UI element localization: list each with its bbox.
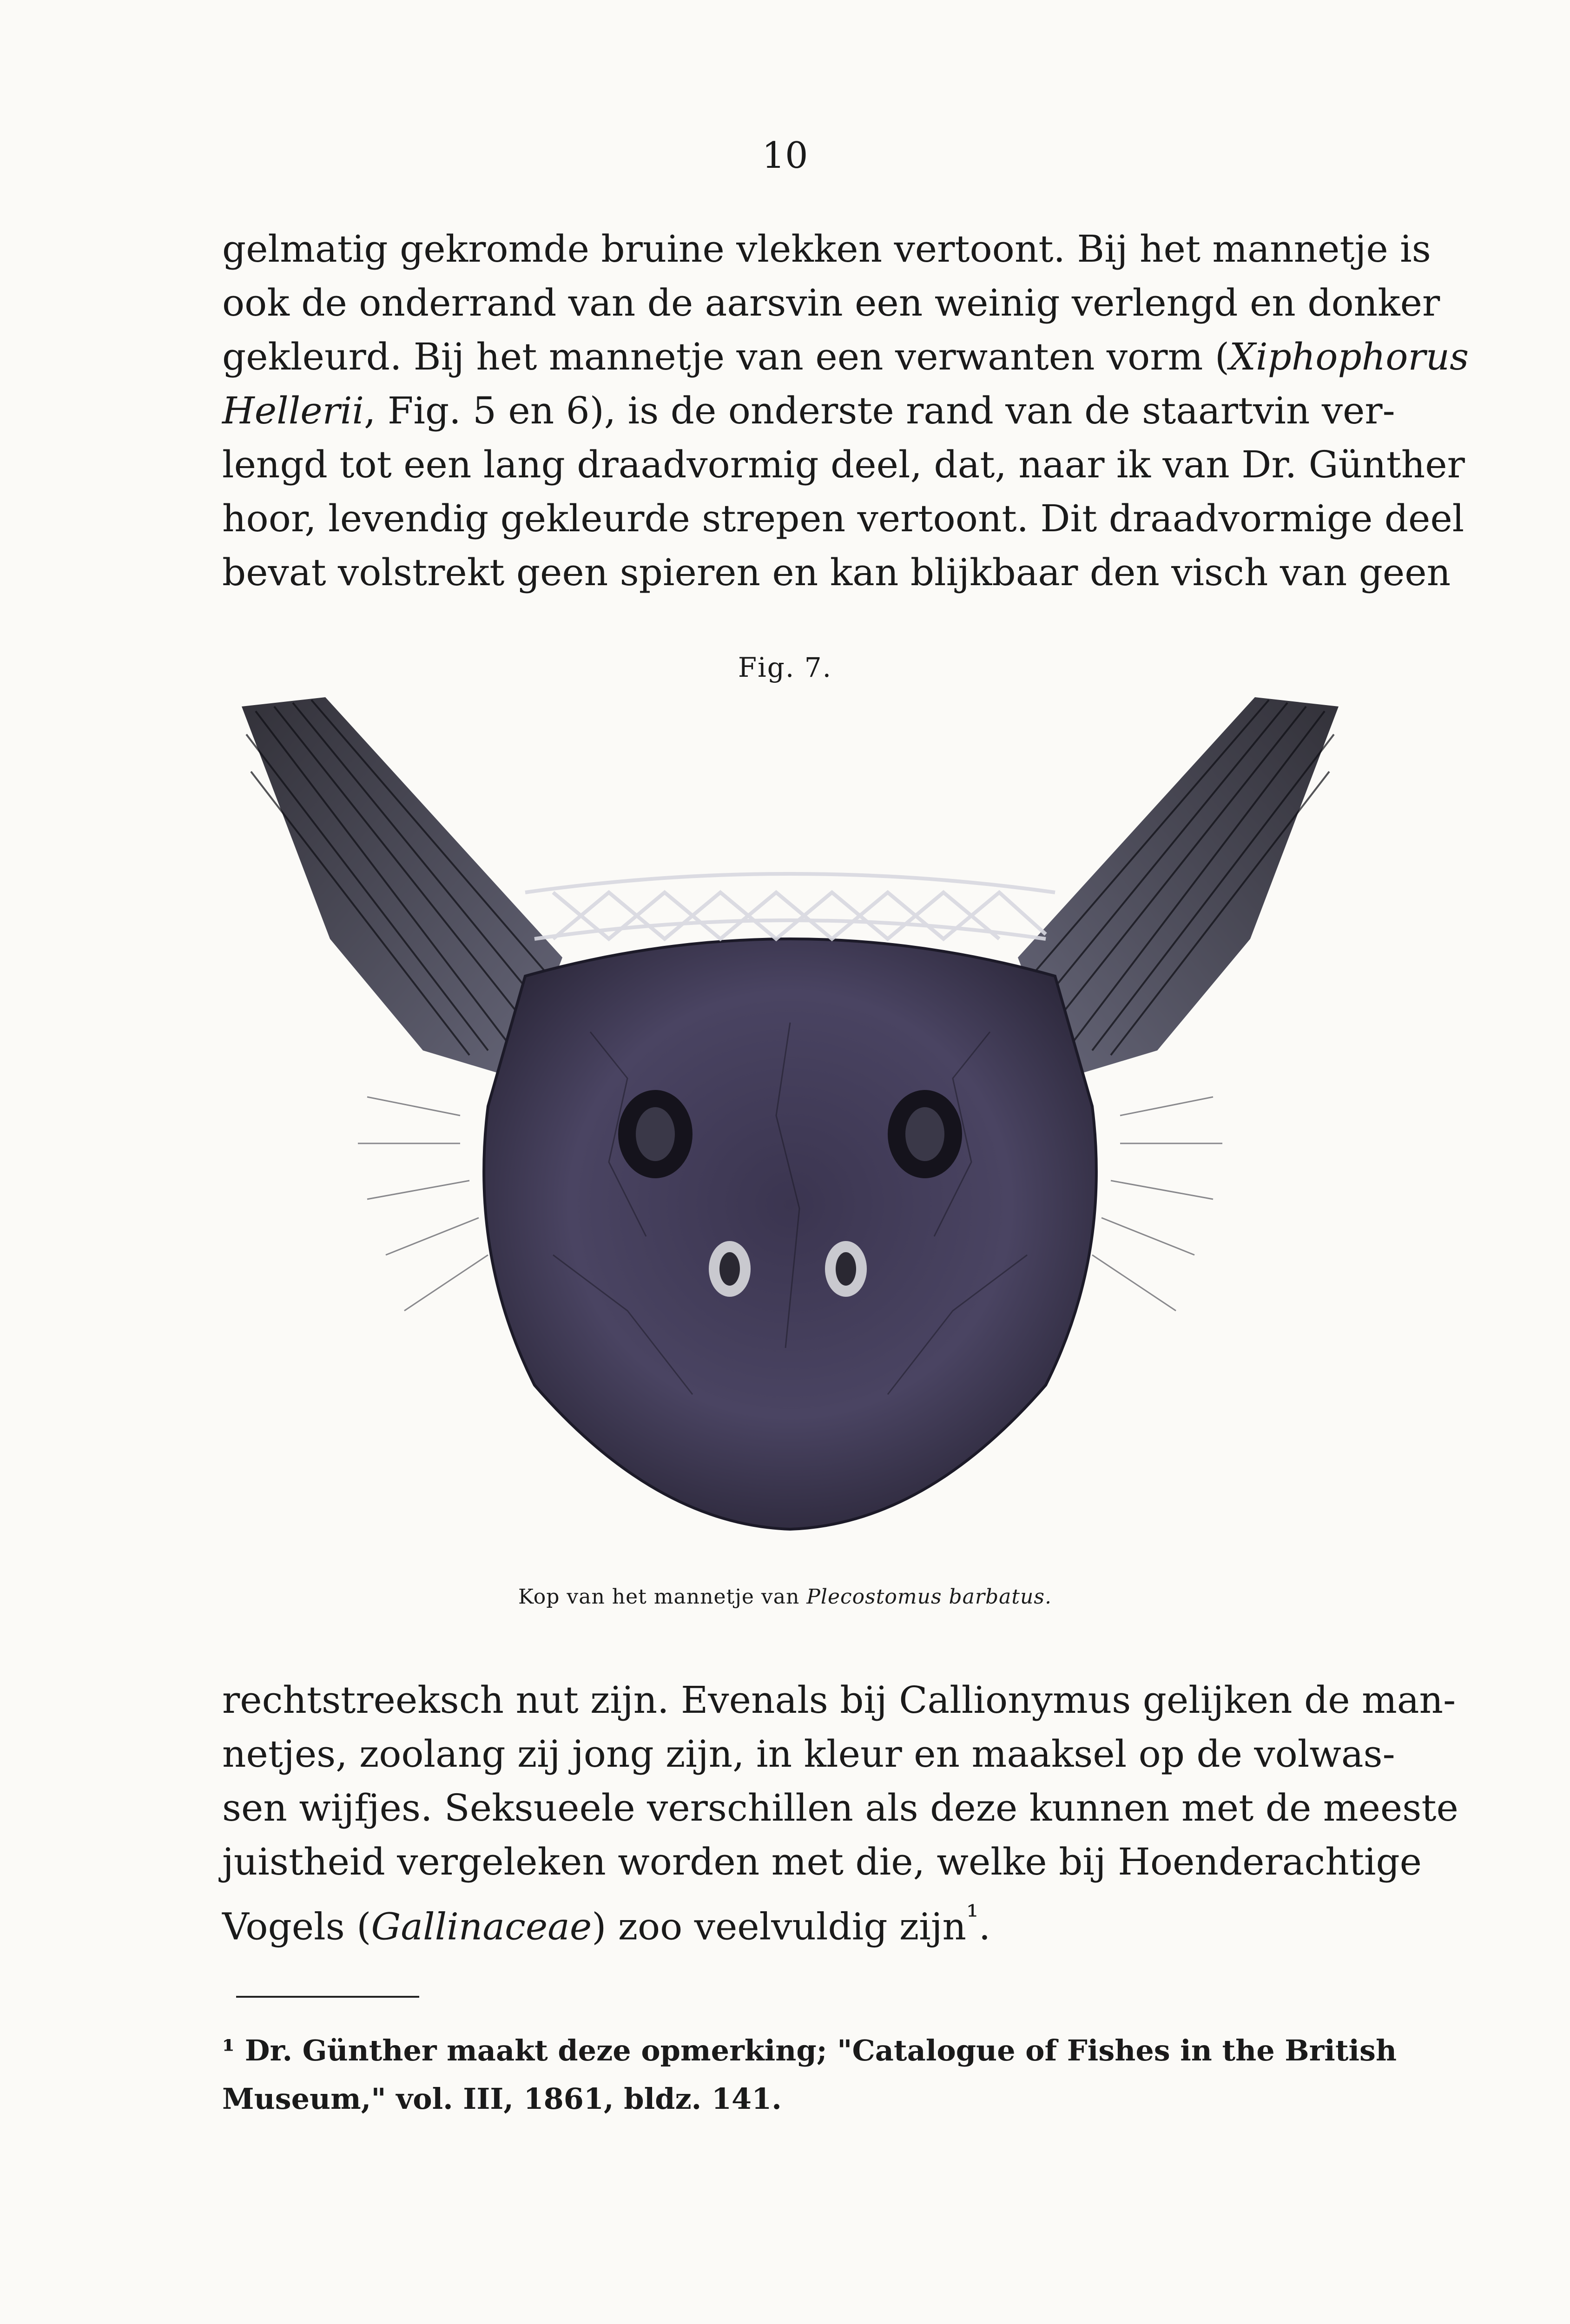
text-segment: ) zoo veelvuldig zijn — [592, 1905, 967, 1948]
caption-text: Kop van het mannetje van — [518, 1585, 807, 1609]
paragraph-2 — [222, 1673, 1458, 1954]
footnote-text: Dr. Günther maakt deze opmerking; "Catalogue of Fishes in the British — [235, 2034, 1397, 2067]
nostril-left — [709, 1241, 751, 1297]
eye-left — [618, 1090, 693, 1178]
lattice-band — [525, 874, 1055, 939]
head-plate — [484, 939, 1096, 1529]
species-name-italic: Xiphophorus — [1229, 335, 1469, 378]
page-number: 10 — [762, 135, 808, 177]
footnote — [222, 2027, 1397, 2123]
text-segment: . — [978, 1905, 991, 1948]
taxon-name-italic: Gallinaceae — [371, 1905, 592, 1948]
nostril-right — [825, 1241, 867, 1297]
text-line: juistheid vergeleken worden met die, welke bij Hoenderachtige — [222, 1840, 1422, 1883]
footnote-reference: ¹ — [966, 1898, 979, 1934]
footnote-divider — [236, 1996, 419, 1998]
text-line — [222, 384, 1395, 438]
text-line: netjes, zoolang zij jong zijn, in kleur en maaksel op de volwas- — [222, 1732, 1395, 1776]
text-line: lengd tot een lang draadvormig deel, dat, naar ik van Dr. Günther — [222, 443, 1465, 486]
text-segment: , Fig. 5 en 6), is de onderste rand van de staartvin ver- — [364, 389, 1395, 432]
eye-right — [888, 1090, 962, 1178]
text-line: sen wijfjes. Seksueele verschillen als deze kunnen met de meeste — [222, 1786, 1458, 1829]
figure-caption — [0, 1585, 1570, 1609]
text-line — [222, 1889, 1366, 1954]
text-line: rechtstreeksch nut zijn. Evenals bij Callionymus gelijken de man- — [222, 1678, 1456, 1722]
text-line: bevat volstrekt geen spieren en kan blijkbaar den visch van geen — [222, 551, 1451, 594]
text-line — [222, 330, 1469, 384]
paragraph-1 — [222, 222, 1469, 600]
species-name-italic: Hellerii — [222, 389, 364, 432]
caption-species: Plecostomus barbatus. — [806, 1585, 1052, 1609]
text-line: gelmatig gekromde bruine vlekken vertoont. Bij het mannetje is — [222, 227, 1431, 271]
text-segment: gekleurd. Bij het mannetje van een verwanten vorm ( — [222, 335, 1230, 378]
footnote-line — [222, 2027, 1397, 2075]
figure-label: Fig. 7. — [738, 652, 832, 683]
text-segment: Vogels ( — [222, 1905, 371, 1948]
text-line: ook de onderrand van de aarsvin een weinig verlengd en donker — [222, 281, 1440, 324]
footnote-line: Museum," vol. III, 1861, bldz. 141. — [222, 2082, 782, 2116]
fish-head-illustration — [228, 697, 1352, 1571]
text-line: hoor, levendig gekleurde strepen vertoont. Dit draadvormige deel — [222, 497, 1464, 540]
footnote-marker: ¹ — [222, 2034, 235, 2067]
